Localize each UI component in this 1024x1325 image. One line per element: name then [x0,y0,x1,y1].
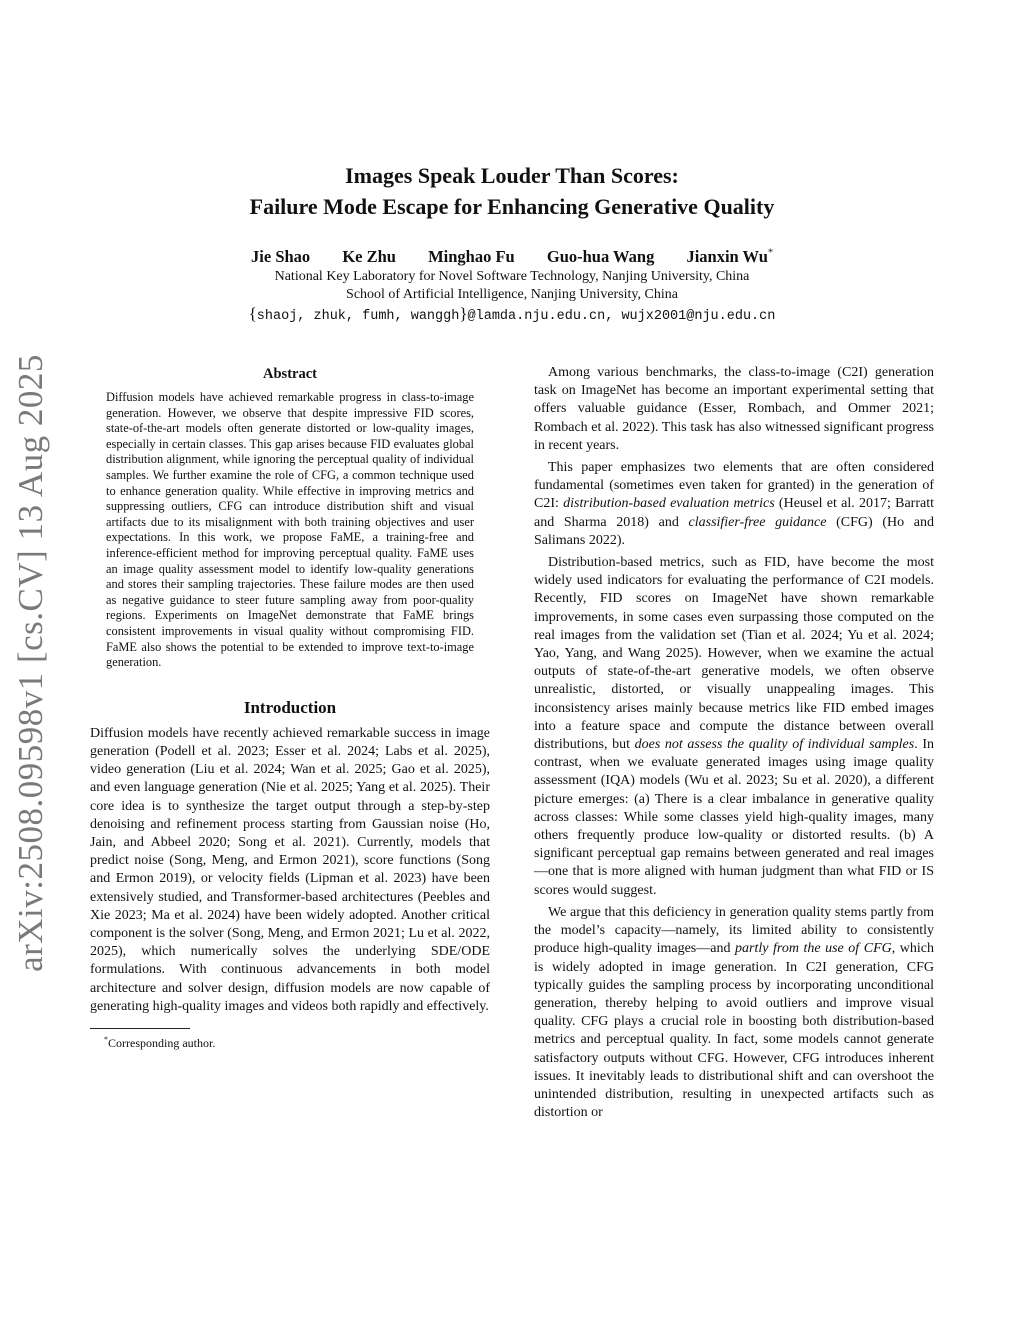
body-paragraph-2: This paper emphasizes two elements that are often considered fundamental (sometimes even taken for granted) in the generation of C2I: distribution-based evaluation metrics (Heusel et al. 2017; Barratt and Sharma 2018) and classifier-free guidance (CFG) (Ho and Salimans 2022). [534,460,935,548]
author-list [90,242,934,268]
introduction-heading: Introduction [243,697,337,717]
introduction-paragraph: Diffusion models have recently achieved remarkable success in image generation (Podell et al. 2023; Esser et al. 2024; Labs et al. 2025), video generation (Liu et al. 2024; Wan et al. 2025; Gao et al. 2025), and even language generation (Nie et al. 2025; Yang et al. 2025). Their core idea is to synthesize the target output through a step-by-step denoising and refinement process starting from Gaussian noise (Ho, Jain, and Abbeel 2020; Song et al. 2021). Currently, models that predict noise (Song, Meng, and Ermon 2021), score functions (Song and Ermon 2019), or velocity fields (Lipman et al. 2023) have been extensively studied, and Transformer-based architectures (Peebles and Xie 2023; Ma et al. 2024) have been widely adopted. Another critical component is the solver (Song, Meng, and Ermon 2021; Lu et al. 2022, 2025), which numerically solves the underlying SDE/ODE formulations. With continuous advancements in both model architecture and solver design, diffusion models are now capable of generating high-quality images and videos both rapidly and effectively. [90,725,490,1014]
paper-title-line-2: Failure Mode Escape for Enhancing Generative Quality [249,194,775,219]
affiliation-line-2: School of Artificial Intelligence, Nanjing University, China [346,286,678,302]
author: Guo-hua Wang [546,246,655,266]
body-paragraph-3: Distribution-based metrics, such as FID, have become the most widely used indicators for evaluating the performance of C2I models. Recently, FID scores on ImageNet have shown remarkable improvements, in some cases even surpassing those computed on the real images from the validation set (Tian et al. 2024; Yu et al. 2024; Yao, Yang, and Wang 2025). However, when we examine the actual outputs of state-of-the-art generative models, we often observe unrealistic, distorted, or visually unappealing images. This inconsistency arises mainly because metrics like FID embed images into a feature space and compute the distance between overall distributions, but does not assess the quality of individual samples. In contrast, when we evaluate generated images using image quality assessment (IQA) models (Wu et al. 2023; Su et al. 2020), a different picture emerges: (a) There is a clear imbalance in generative quality across classes: While some classes yield high-quality images, many others frequently produce low-quality or distorted results. (b) A significant perceptual gap remains between generated and real images—one that is more aligned with human judgment than what FID or IS scores would suggest. [534,555,934,898]
footnote-divider [90,1028,190,1029]
body-paragraph-4: We argue that this deficiency in generation quality stems partly from the model’s capacity—namely, its limited ability to consistently produce high-quality images—and partly from the use of CFG, which is widely adopted in image generation. In C2I generation, CFG typically guides the sampling process by incorporating unconditional generation, thereby helping to avoid outliers and improve visual quality. CFG plays a crucial role in boosting both distribution-based metrics and perceptual quality. In fact, some models cannot generate satisfactory outputs without CFG. However, CFG introduces inherent issues. It inevitably leads to distributional shift and can overshoot the unintended distribution, resulting in unexpected artifacts such as distortion or [534,904,934,1121]
author-emails: {shaoj, zhuk, fumh, wanggh}@lamda.nju.edu.cn, wujx2001@nju.edu.cn [248,303,776,324]
corresponding-mark: * [767,247,773,258]
arxiv-identifier-stamp [2,354,60,972]
body-paragraph-1: Among various benchmarks, the class-to-image (C2I) generation task on ImageNet has become an important experimental setting that offers valuable guidance (Esser, Rombach, and Ommer 2021; Rombach et al. 2022). This task has also witnessed significant progress in recent years. [534,365,934,453]
arxiv-id-text: arXiv:2508.09598v1 [cs.CV] 13 Aug 2025 [11,354,51,972]
paper-title-line-1: Images Speak Louder Than Scores: [345,163,679,188]
author: Jie Shao [251,246,311,266]
left-column [90,364,490,1051]
paper-header [90,160,934,327]
author: Ke Zhu [342,246,396,266]
abstract-text: Diffusion models have achieved remarkable progress in class-to-image generation. However, we observe that despite impressive FID scores, state-of-the-art models often generate distorted or low-quality images, especially in certain classes. This gap arises because FID evaluates global distribution alignment, while ignoring the perceptual quality of individual samples. We further examine the role of CFG, a common technique used to enhance generation quality. While effective in improving metrics and suppressing outliers, CFG can introduce distribution shift and visual artifacts due to its misalignment with both training objectives and user expectations. In this work, we propose FaME, a training-free and inference-efficient method for improving perceptual quality. FaME uses an image quality assessment model to identify low-quality generations and stores their sampling trajectories. These failure modes are then used as negative guidance to steer future sampling away from poor-quality regions. Experiments on ImageNet demonstrate that FaME brings consistent improvements in visual quality without compromising FID. FaME also shows the potential to be extended to improve text-to-image generation. [106,390,474,670]
affiliation-line-1: National Key Laboratory for Novel Software Technology, Nanjing University, China [274,268,750,284]
abstract-heading: Abstract [263,366,317,382]
author: Minghao Fu [428,246,515,266]
author-corresponding: Jianxin Wu* [686,246,773,266]
right-column [534,364,934,1122]
footnote: *Corresponding author. [104,1034,216,1050]
